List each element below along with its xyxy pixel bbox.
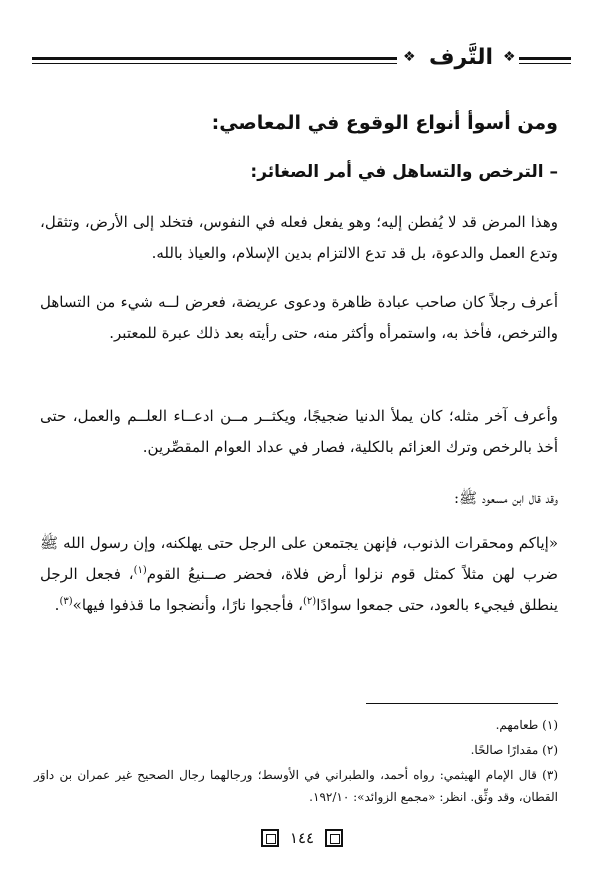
- section-subheading: – الترخص والتساهل في أمر الصغائر:: [250, 162, 558, 182]
- quote-text-1: «إياكم ومحقرات الذنوب، فإنهن يجتمعن على الرجل حتى يهلكنه، وإن رسول الله ﷺ ضرب لهن مثلاً كمثل قوم نزلوا أرض فلاة، فحضر صــنيعُ القوم: [40, 534, 558, 583]
- footnotes: [34, 714, 558, 811]
- footnote-1: (١) طعامهم.: [495, 718, 558, 732]
- page-number-box: [259, 824, 345, 854]
- quote-text-2: ، فجعل الرجل ينطلق فيجيء بالعود، حتى جمعوا سوادًا: [40, 565, 558, 614]
- paragraph-4: وقد قال ابن مسعود ﷺ:: [453, 489, 558, 507]
- paragraph-5-quote: [40, 528, 558, 621]
- running-title: التَّرف: [428, 45, 494, 70]
- paragraph-1: وهذا المرض قد لا يُفطن إليه؛ وهو يفعل فعله في النفوس، فتخلد إلى الأرض، وتثقل، وتدع العمل والدعوة، بل قد تدع الالتزام بدين الإسلام، والعياذ بالله.: [40, 213, 558, 262]
- footnote-ref-2[interactable]: (٢): [303, 596, 317, 607]
- page-number: ١٤٤: [289, 829, 315, 847]
- section-heading: ومن أسوأ أنواع الوقوع في المعاصي:: [211, 112, 558, 134]
- footnote-separator: [366, 703, 558, 704]
- book-right-icon: [325, 829, 343, 847]
- header-rule-left: [32, 57, 397, 60]
- paragraph-3: وأعرف آخر مثله؛ كان يملأ الدنيا ضجيجًا، ويكثــر مــن ادعــاء العلــم والعمل، حتى أخذ بالرخص وترك العزائم بالكلية، فصار في عداد العوام المقصِّرين.: [40, 407, 558, 456]
- paragraph-2: أعرف رجلاً كان صاحب عبادة ظاهرة ودعوى عريضة، فعرض لــه شيء من التساهل والترخص، فأخذ به، واستمرأه وأكثر منه، حتى رأيته بعد ذلك عبرة للمعتبر.: [40, 293, 558, 342]
- header-rule-right: [519, 57, 571, 60]
- footnote-2: (٢) مقدارًا صالحًا.: [470, 743, 558, 757]
- footnote-ref-3[interactable]: (٣): [59, 596, 73, 607]
- header-rule-left-thin: [32, 63, 397, 64]
- header-ornament-left-icon: ❖: [403, 49, 416, 65]
- quote-text-3: ، فأججوا نارًا، وأنضجوا ما قذفوا فيها»: [72, 596, 303, 614]
- footnote-ref-1[interactable]: (١): [133, 565, 147, 576]
- quote-text-4: .: [54, 596, 60, 614]
- header-rule-right-thin: [519, 63, 571, 64]
- header-ornament-right-icon: ❖: [503, 49, 516, 65]
- footnote-3: (٣) قال الإمام الهيثمي: رواه أحمد، والطبراني في الأوسط؛ ورجالهما رجال الصحيح غير عمران بن داوَر القطان، وقد وثِّق. انظر: «مجمع الزوائد»: ١٩٢/١٠.: [34, 768, 558, 804]
